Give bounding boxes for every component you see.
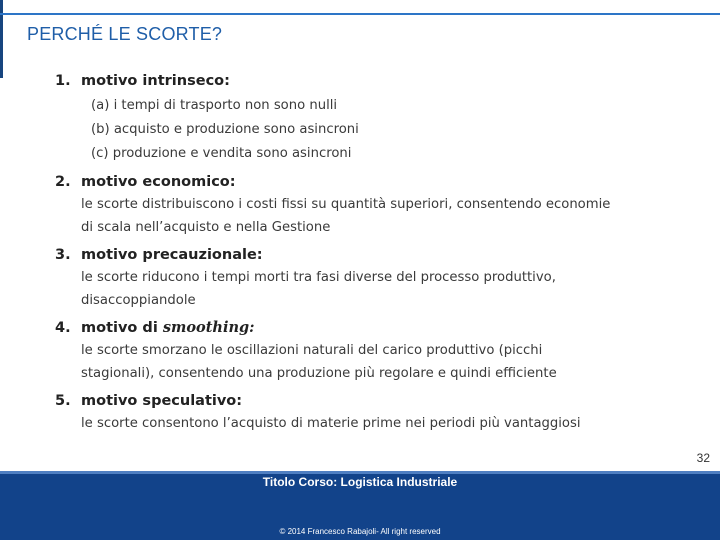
point-3-number: 3.: [55, 247, 71, 263]
footer-course-title: Titolo Corso: Logistica Industriale: [262, 475, 458, 489]
point-2: [55, 171, 695, 239]
sub-item-c: (c) produzione e vendita sono asincroni: [91, 146, 352, 161]
point-4-title: motivo di: [81, 320, 158, 336]
point-3-line-2: disaccoppiandole: [81, 293, 196, 308]
point-2-text: [55, 193, 695, 239]
sub-item-b: (b) acquisto e produzione sono asincroni: [91, 122, 359, 137]
point-4-heading: [55, 317, 695, 339]
left-accent-rule: [0, 0, 3, 78]
point-5-heading: [55, 390, 695, 412]
slide-title: PERCHÉ LE SCORTE?: [27, 24, 223, 44]
top-accent-rule: [0, 13, 720, 15]
point-2-heading: [55, 171, 695, 193]
point-3-title: motivo precauzionale:: [81, 247, 263, 263]
point-1: [55, 70, 695, 166]
point-5: [55, 390, 695, 435]
point-4-number: 4.: [55, 320, 71, 336]
point-4-text: [55, 339, 695, 385]
point-4-line-1: le scorte smorzano le oscillazioni naturali del carico produttivo (picchi: [81, 343, 543, 358]
point-4: [55, 317, 695, 385]
point-4-line-2: stagionali), consentendo una produzione più regolare e quindi efficiente: [81, 366, 557, 381]
point-3-line-1: le scorte riducono i tempi morti tra fasi diverse del processo produttivo,: [81, 270, 556, 285]
point-4-title-emphasis: smoothing:: [162, 319, 255, 336]
slide-content: [55, 70, 695, 435]
point-3-text: [55, 266, 695, 312]
point-3: [55, 244, 695, 312]
point-2-line-1: le scorte distribuiscono i costi fissi su quantità superiori, consentendo economie: [81, 197, 611, 212]
point-3-heading: [55, 244, 695, 266]
point-1-heading: [55, 70, 695, 92]
point-5-line-1: le scorte consentono l’acquisto di materie prime nei periodi più vantaggiosi: [81, 416, 581, 431]
point-5-title: motivo speculativo:: [81, 393, 243, 409]
point-5-text: [55, 412, 695, 435]
point-2-title: motivo economico:: [81, 174, 236, 190]
page-number: 32: [696, 451, 710, 465]
sub-item-a: (a) i tempi di trasporto non sono nulli: [91, 98, 338, 113]
footer-stripe: [0, 471, 720, 474]
point-2-line-2: di scala nell’acquisto e nella Gestione: [81, 220, 331, 235]
footer-bar: [0, 471, 720, 540]
point-1-sublist: [55, 94, 695, 166]
point-2-number: 2.: [55, 174, 71, 190]
point-5-number: 5.: [55, 393, 71, 409]
point-1-title: motivo intrinseco:: [81, 73, 230, 89]
footer-copyright: © 2014 Francesco Rabajoli- All right reserved: [279, 527, 441, 536]
point-1-number: 1.: [55, 73, 71, 89]
